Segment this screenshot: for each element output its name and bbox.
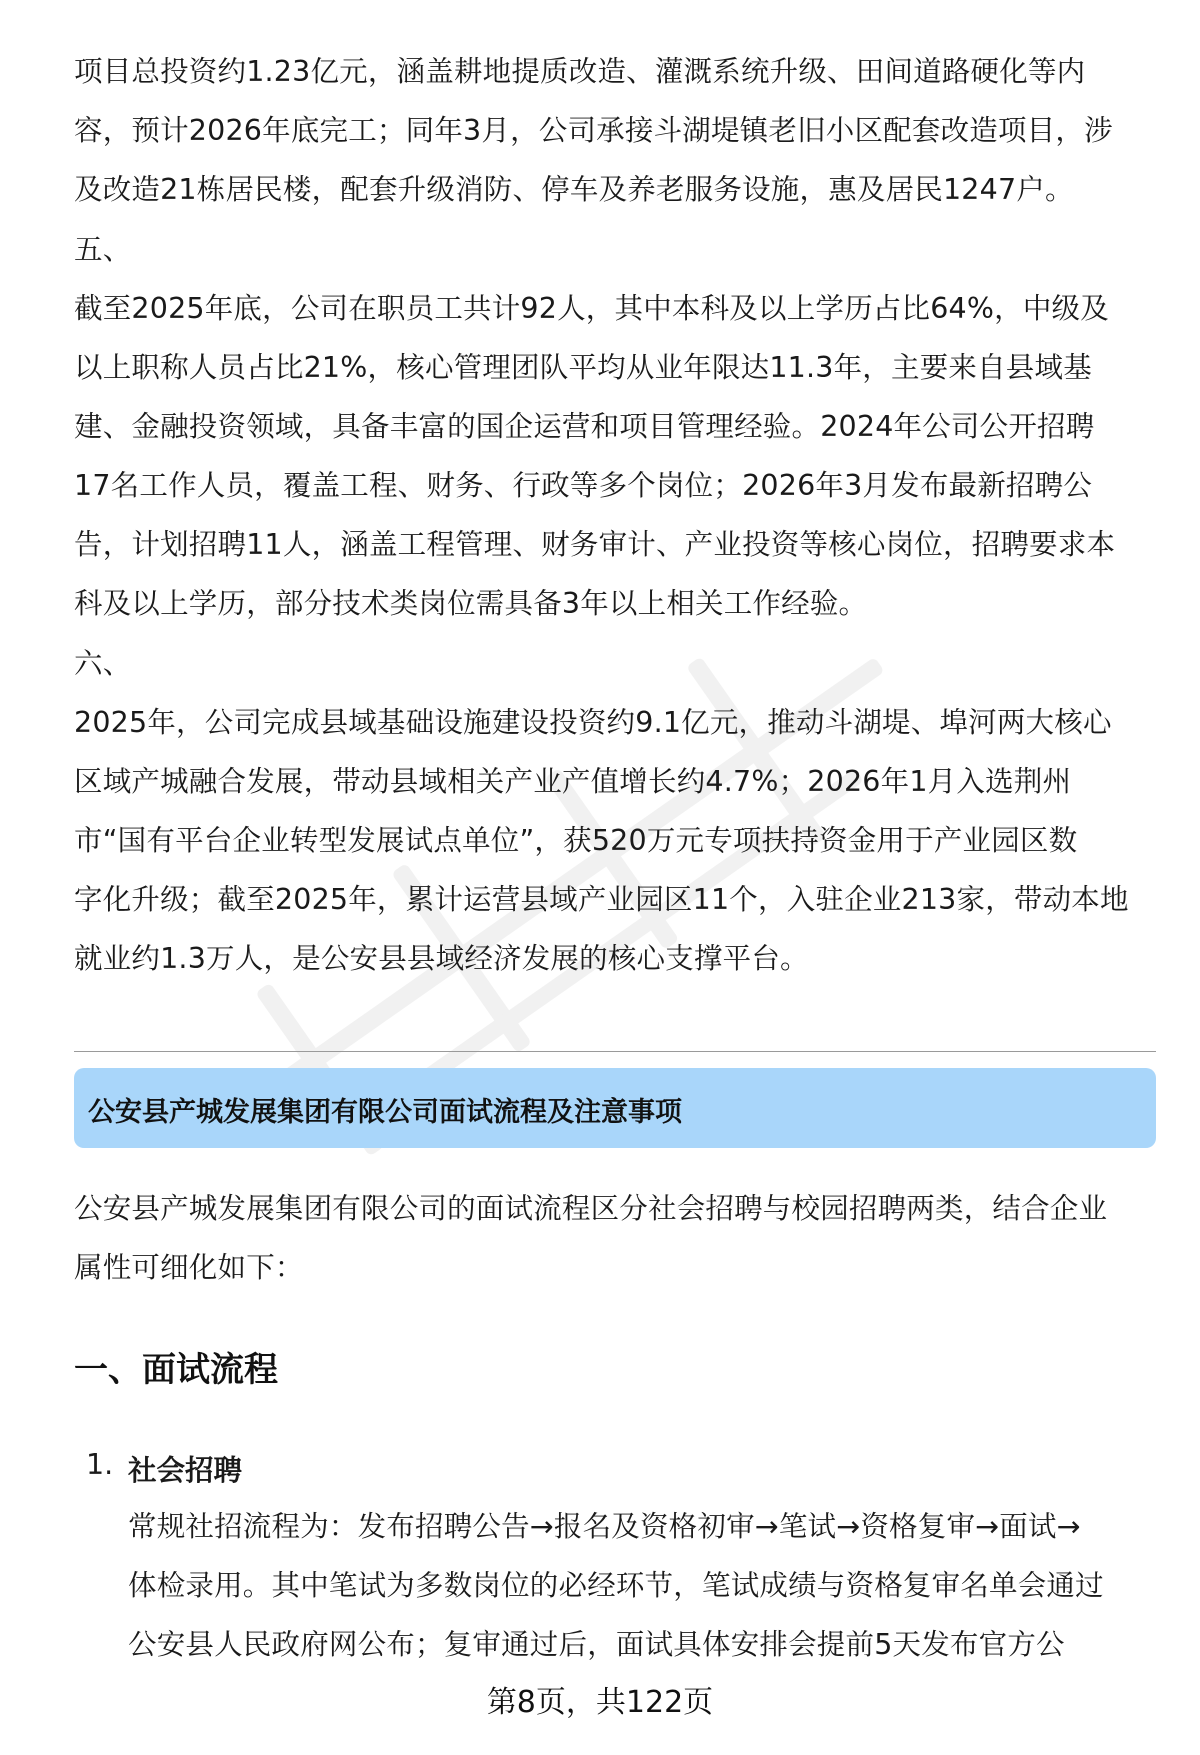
horizontal-divider	[74, 1051, 1156, 1052]
text-line: 常规社招流程为：发布招聘公告→报名及资格初审→笔试→资格复审→面试→	[128, 1510, 1081, 1543]
text-line: 截至2025年底，公司在职员工共计92人，其中本科及以上学历占比64%，中级及	[74, 292, 1109, 325]
text-line: 建、金融投资领域，具备丰富的国企运营和项目管理经验。2024年公司公开招聘	[74, 410, 1095, 443]
heading-interview-process: 一、面试流程	[74, 1350, 278, 1390]
text-line: 就业约1.3万人，是公安县县域经济发展的核心支撑平台。	[74, 942, 809, 975]
text-line: 及改造21栋居民楼，配套升级消防、停车及养老服务设施，惠及居民1247户。	[74, 173, 1074, 206]
paragraph-development	[74, 693, 1164, 988]
text-line: 字化升级；截至2025年，累计运营县域产业园区11个，入驻企业213家，带动本地	[74, 883, 1129, 916]
text-line: 告，计划招聘11人，涵盖工程管理、财务审计、产业投资等核心岗位，招聘要求本	[74, 528, 1116, 561]
list-number: 1.	[86, 1448, 114, 1481]
section-title: 公安县产城发展集团有限公司面试流程及注意事项	[88, 1097, 682, 1128]
text-line: 公安县产城发展集团有限公司的面试流程区分社会招聘与校园招聘两类，结合企业	[74, 1192, 1108, 1225]
paragraph-staff	[74, 279, 1164, 633]
text-line: 17名工作人员，覆盖工程、财务、行政等多个岗位；2026年3月发布最新招聘公	[74, 469, 1093, 502]
section-header-banner	[74, 1068, 1156, 1148]
heading-six: 六、	[74, 647, 132, 680]
section-number-six	[74, 634, 1164, 693]
section-intro	[74, 1179, 1164, 1297]
page-number-footer: 第8页，共122页	[486, 1685, 714, 1720]
text-line: 科及以上学历，部分技术类岗位需具备3年以上相关工作经验。	[74, 587, 868, 620]
text-line: 市“国有平台企业转型发展试点单位”，获520万元专项扶持资金用于产业园区数	[74, 824, 1078, 857]
text-line: 以上职称人员占比21%，核心管理团队平均从业年限达11.3年，主要来自县域基	[74, 351, 1092, 384]
list-title-social-recruitment: 社会招聘	[128, 1454, 243, 1487]
heading-five: 五、	[74, 233, 132, 266]
text-line: 2025年，公司完成县域基础设施建设投资约9.1亿元，推动斗湖堤、埠河两大核心	[74, 706, 1112, 739]
text-line: 公安县人民政府网公布；复审通过后，面试具体安排会提前5天发布官方公	[128, 1628, 1065, 1661]
list-body	[128, 1497, 1158, 1674]
text-line: 容，预计2026年底完工；同年3月，公司承接斗湖堤镇老旧小区配套改造项目，涉	[74, 114, 1113, 147]
text-line: 项目总投资约1.23亿元，涵盖耕地提质改造、灌溉系统升级、田间道路硬化等内	[74, 55, 1086, 88]
paragraph-project-investment	[74, 42, 1164, 219]
text-line: 区域产城融合发展，带动县域相关产业产值增长约4.7%；2026年1月入选荆州	[74, 765, 1072, 798]
text-line: 属性可细化如下：	[74, 1251, 304, 1284]
text-line: 体检录用。其中笔试为多数岗位的必经环节，笔试成绩与资格复审名单会通过	[128, 1569, 1104, 1602]
section-number-five	[74, 220, 1164, 279]
